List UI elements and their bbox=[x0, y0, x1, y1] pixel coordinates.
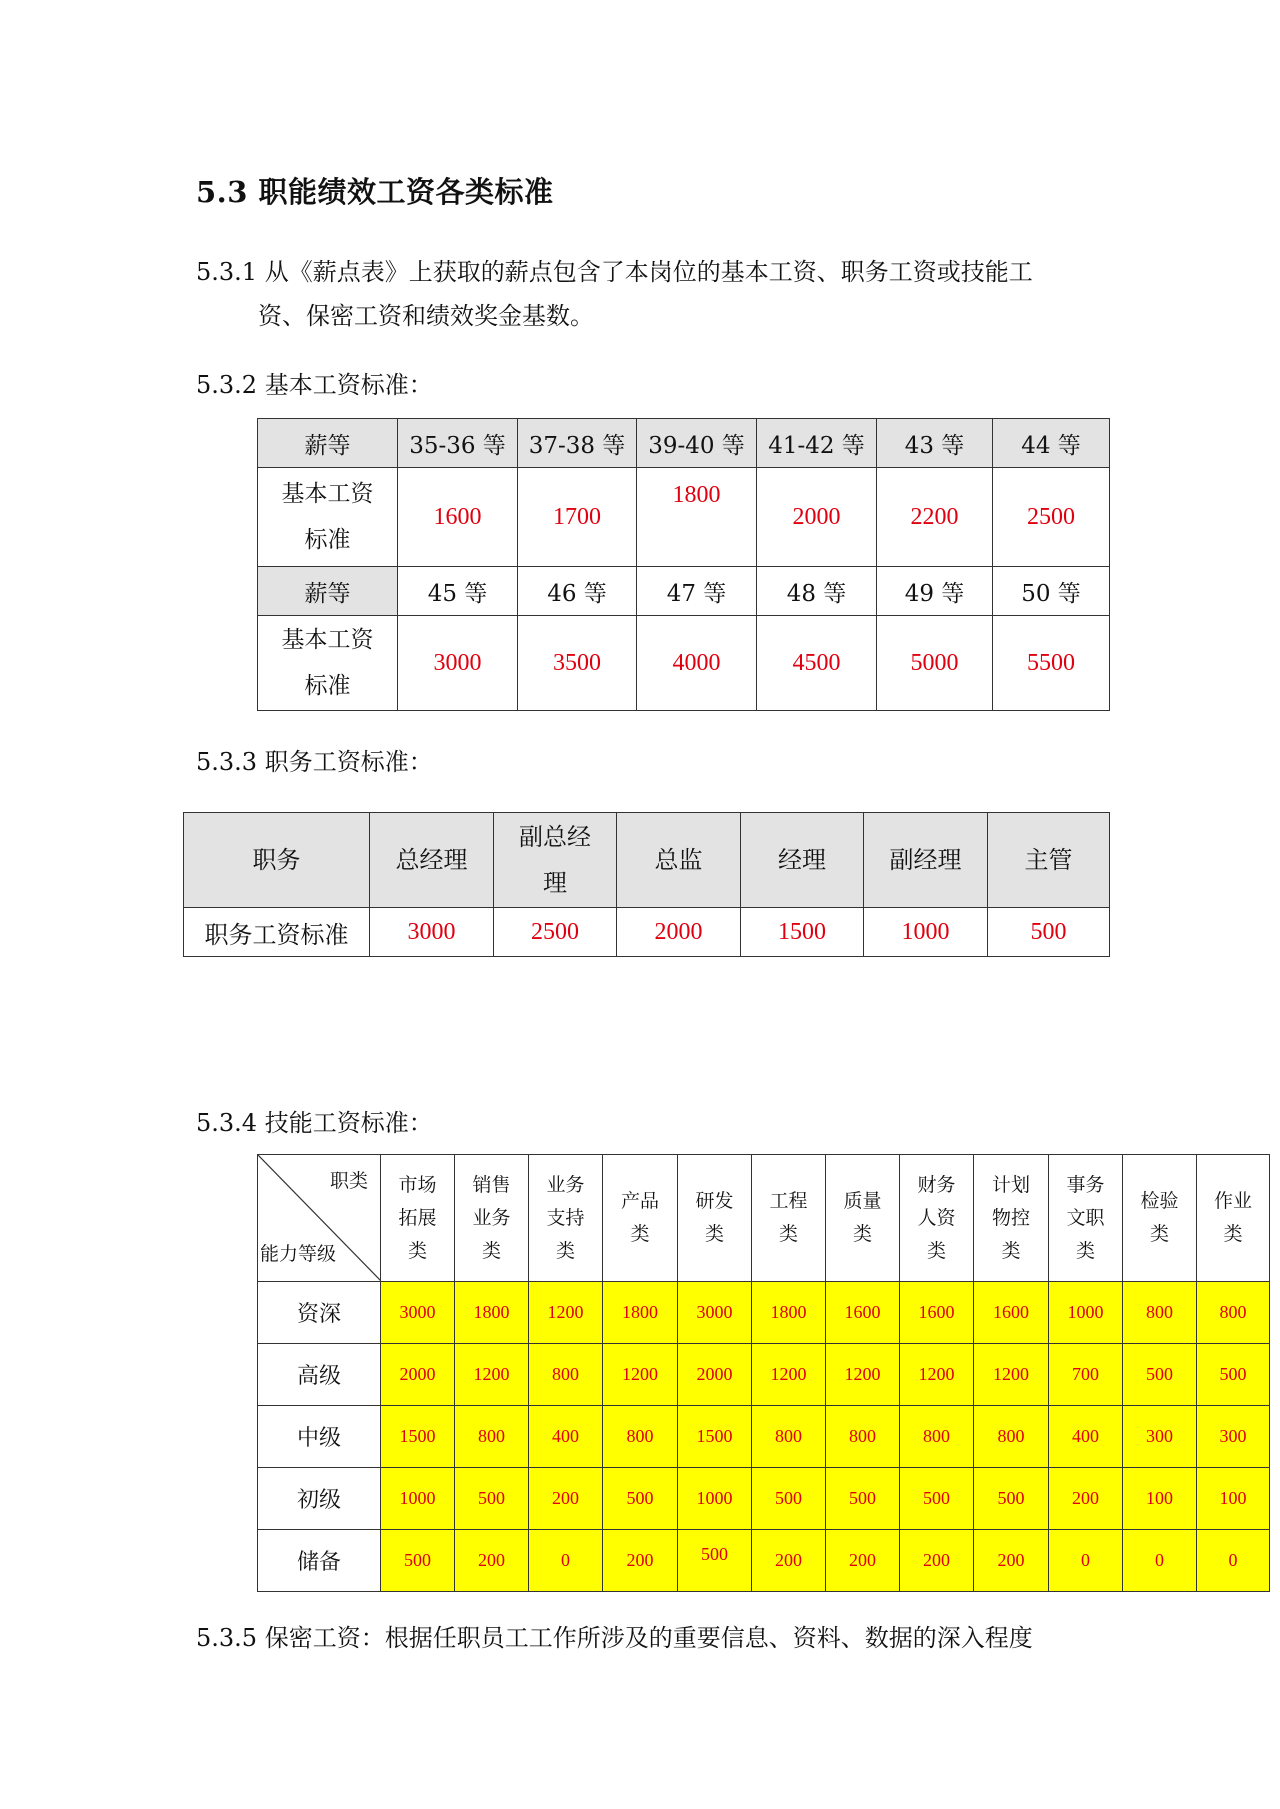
duty-value: 1500 bbox=[741, 908, 864, 957]
duty-header: 经理 bbox=[741, 813, 864, 908]
duty-header-wrap: 理 bbox=[543, 869, 567, 897]
skill-level-row bbox=[258, 1282, 1270, 1344]
skill-salary-text: 1200 bbox=[547, 1302, 584, 1322]
skill-salary-value bbox=[603, 1530, 678, 1592]
job-category-line: 类 bbox=[481, 1239, 501, 1262]
duty-value: 1000 bbox=[864, 908, 988, 957]
skill-salary-text: 1200 bbox=[622, 1364, 658, 1384]
skill-salary-text: 1000 bbox=[696, 1488, 733, 1508]
basic-salary-row-1 bbox=[258, 468, 1110, 567]
skill-salary-value bbox=[529, 1468, 603, 1530]
label-part-b: 标准 bbox=[304, 673, 351, 699]
skill-salary-text: 1200 bbox=[770, 1364, 807, 1384]
skill-salary-value bbox=[1197, 1530, 1270, 1592]
basic-salary-table bbox=[257, 418, 1110, 711]
job-category-line: 事务 bbox=[1066, 1173, 1105, 1196]
skill-salary-text: 500 bbox=[849, 1488, 876, 1508]
skill-salary-value bbox=[529, 1282, 603, 1344]
corner-cell bbox=[258, 1155, 381, 1282]
skill-level-label: 储备 bbox=[258, 1530, 381, 1592]
skill-salary-text: 500 bbox=[997, 1488, 1025, 1508]
grade-cell: 41-42 等 bbox=[757, 419, 877, 468]
salary-value: 1800 bbox=[637, 468, 757, 567]
skill-salary-text: 800 bbox=[997, 1426, 1025, 1446]
skill-salary-value bbox=[455, 1406, 529, 1468]
skill-salary-text: 800 bbox=[923, 1426, 950, 1446]
skill-salary-value bbox=[455, 1282, 529, 1344]
skill-salary-value bbox=[1123, 1344, 1197, 1406]
duty-header: 总经理 bbox=[370, 813, 494, 908]
job-category-line: 作业 bbox=[1213, 1190, 1252, 1212]
job-category-line: 检验 bbox=[1140, 1190, 1179, 1212]
job-category-line: 类 bbox=[1075, 1239, 1095, 1262]
skill-salary-value bbox=[752, 1344, 826, 1406]
skill-salary-text: 1200 bbox=[918, 1364, 955, 1384]
salary-value: 3500 bbox=[518, 616, 637, 711]
grade-label: 薪等 bbox=[258, 419, 398, 468]
salary-value: 1600 bbox=[398, 468, 518, 567]
basic-salary-label bbox=[258, 468, 398, 567]
skill-salary-value bbox=[381, 1406, 455, 1468]
duty-header: 副经理 bbox=[864, 813, 988, 908]
job-category-line: 物控 bbox=[991, 1206, 1030, 1229]
subsection-5-3-3: 5.3.3 职务工资标准： bbox=[196, 748, 433, 776]
job-category-line: 类 bbox=[778, 1223, 798, 1245]
duty-header bbox=[494, 813, 617, 908]
skill-salary-value bbox=[974, 1468, 1049, 1530]
skill-salary-value bbox=[1123, 1468, 1197, 1530]
skill-salary-value bbox=[826, 1344, 900, 1406]
grade-cell: 45 等 bbox=[398, 567, 518, 616]
skill-salary-text: 300 bbox=[1219, 1426, 1247, 1446]
skill-salary-value bbox=[900, 1282, 974, 1344]
skill-salary-text: 2000 bbox=[399, 1364, 436, 1384]
job-category-line: 类 bbox=[555, 1239, 575, 1262]
skill-salary-text: 200 bbox=[775, 1550, 802, 1570]
skill-salary-text: 500 bbox=[404, 1550, 431, 1570]
grade-label: 薪等 bbox=[258, 567, 398, 616]
label-part-a: 基本工资 bbox=[281, 627, 374, 653]
skill-salary-text: 400 bbox=[552, 1426, 579, 1446]
grade-cell: 39-40 等 bbox=[637, 419, 757, 468]
skill-salary-text: 200 bbox=[552, 1488, 579, 1508]
skill-salary-value bbox=[974, 1282, 1049, 1344]
duty-header: 总监 bbox=[617, 813, 741, 908]
grade-row-2 bbox=[258, 567, 1110, 616]
job-category-line: 质量 bbox=[843, 1190, 882, 1212]
duty-value: 2500 bbox=[494, 908, 617, 957]
skill-salary-value bbox=[1123, 1530, 1197, 1592]
skill-salary-value bbox=[603, 1282, 678, 1344]
skill-salary-text: 500 bbox=[626, 1488, 654, 1508]
skill-salary-value bbox=[752, 1406, 826, 1468]
grade-cell: 43 等 bbox=[877, 419, 993, 468]
job-category-line: 类 bbox=[1149, 1223, 1169, 1245]
job-category-line: 业务 bbox=[472, 1206, 511, 1229]
skill-salary-value bbox=[900, 1406, 974, 1468]
basic-salary-row-2 bbox=[258, 616, 1110, 711]
skill-salary-text: 1800 bbox=[473, 1302, 510, 1322]
skill-salary-text: 1600 bbox=[993, 1302, 1029, 1322]
basic-salary-label bbox=[258, 616, 398, 711]
job-category-header bbox=[381, 1155, 455, 1282]
skill-salary-text: 0 bbox=[1081, 1550, 1090, 1570]
skill-salary-text: 200 bbox=[478, 1550, 505, 1570]
skill-salary-text: 0 bbox=[1228, 1550, 1238, 1570]
subsection-5-3-4: 5.3.4 技能工资标准： bbox=[196, 1109, 433, 1137]
skill-salary-value bbox=[1123, 1406, 1197, 1468]
skill-salary-table bbox=[257, 1154, 1270, 1592]
skill-salary-value bbox=[974, 1406, 1049, 1468]
job-category-line: 市场 bbox=[398, 1173, 437, 1196]
job-category-line: 拓展 bbox=[398, 1206, 437, 1229]
skill-salary-text: 3000 bbox=[399, 1302, 436, 1322]
skill-salary-text: 0 bbox=[1155, 1550, 1164, 1570]
salary-value: 5500 bbox=[993, 616, 1110, 711]
skill-salary-text: 100 bbox=[1146, 1488, 1173, 1508]
duty-value-row bbox=[184, 908, 1110, 957]
skill-salary-value bbox=[381, 1344, 455, 1406]
skill-salary-value bbox=[678, 1530, 752, 1592]
skill-salary-value bbox=[678, 1282, 752, 1344]
skill-level-row bbox=[258, 1530, 1270, 1592]
skill-salary-value bbox=[826, 1406, 900, 1468]
duty-header: 主管 bbox=[988, 813, 1110, 908]
skill-salary-text: 500 bbox=[478, 1488, 505, 1508]
skill-salary-text: 1500 bbox=[696, 1426, 733, 1446]
section-heading: 5.3 职能绩效工资各类标准 bbox=[196, 175, 554, 209]
label-part-a: 基本工资 bbox=[281, 481, 374, 507]
job-category-line: 类 bbox=[704, 1223, 724, 1245]
skill-salary-value bbox=[603, 1468, 678, 1530]
skill-salary-value bbox=[1197, 1468, 1270, 1530]
skill-salary-value bbox=[1049, 1282, 1123, 1344]
subsection-5-3-5: 5.3.5 保密工资：根据任职员工工作所涉及的重要信息、资料、数据的深入程度 bbox=[196, 1624, 1033, 1652]
paragraph-line-2: 资、保密工资和绩效奖金基数。 bbox=[258, 302, 594, 330]
job-category-line: 工程 bbox=[769, 1190, 808, 1212]
salary-value: 2000 bbox=[757, 468, 877, 567]
grade-cell: 37-38 等 bbox=[518, 419, 637, 468]
skill-salary-text: 1200 bbox=[993, 1364, 1029, 1384]
skill-salary-text: 200 bbox=[626, 1550, 654, 1570]
skill-level-row bbox=[258, 1406, 1270, 1468]
skill-salary-text: 800 bbox=[478, 1426, 505, 1446]
label-part-b: 标准 bbox=[304, 527, 351, 553]
job-category-header bbox=[826, 1155, 900, 1282]
skill-salary-text: 500 bbox=[1219, 1364, 1247, 1384]
job-category-header bbox=[455, 1155, 529, 1282]
job-category-header bbox=[1197, 1155, 1270, 1282]
paragraph-line-1: 5.3.1 从《薪点表》上获取的薪点包含了本岗位的基本工资、职务工资或技能工 bbox=[196, 258, 1033, 286]
subsection-5-3-2: 5.3.2 基本工资标准： bbox=[196, 371, 433, 399]
job-category-line: 研发 bbox=[695, 1190, 734, 1212]
duty-header-label: 职务 bbox=[184, 813, 370, 908]
skill-salary-text: 400 bbox=[1072, 1426, 1099, 1446]
skill-salary-value bbox=[1049, 1344, 1123, 1406]
grade-cell: 50 等 bbox=[993, 567, 1110, 616]
duty-value: 2000 bbox=[617, 908, 741, 957]
duty-header-row bbox=[184, 813, 1110, 908]
skill-salary-text: 1600 bbox=[844, 1302, 881, 1322]
job-category-header bbox=[529, 1155, 603, 1282]
job-category-header bbox=[1049, 1155, 1123, 1282]
salary-value: 2500 bbox=[993, 468, 1110, 567]
skill-salary-value bbox=[752, 1468, 826, 1530]
job-category-header bbox=[603, 1155, 678, 1282]
skill-salary-text: 800 bbox=[849, 1426, 876, 1446]
job-category-line: 文职 bbox=[1066, 1206, 1105, 1229]
skill-salary-text: 1800 bbox=[622, 1302, 658, 1322]
job-category-line: 类 bbox=[926, 1239, 946, 1262]
corner-bottom-label: 能力等级 bbox=[260, 1243, 337, 1265]
skill-salary-text: 800 bbox=[626, 1426, 654, 1446]
skill-salary-text: 500 bbox=[1146, 1364, 1173, 1384]
skill-level-label: 初级 bbox=[258, 1468, 381, 1530]
skill-salary-value bbox=[1197, 1406, 1270, 1468]
skill-salary-text: 1800 bbox=[770, 1302, 807, 1322]
salary-value: 1700 bbox=[518, 468, 637, 567]
skill-salary-text: 700 bbox=[1072, 1364, 1099, 1384]
skill-salary-value bbox=[900, 1344, 974, 1406]
skill-header-row bbox=[258, 1155, 1270, 1282]
duty-value: 3000 bbox=[370, 908, 494, 957]
skill-salary-value bbox=[678, 1406, 752, 1468]
skill-salary-value bbox=[900, 1468, 974, 1530]
job-category-line: 类 bbox=[407, 1239, 427, 1262]
job-category-line: 类 bbox=[852, 1223, 872, 1245]
skill-level-label: 中级 bbox=[258, 1406, 381, 1468]
job-category-line: 人资 bbox=[917, 1206, 956, 1229]
duty-value-label: 职务工资标准 bbox=[184, 908, 370, 957]
grade-cell: 44 等 bbox=[993, 419, 1110, 468]
skill-salary-value bbox=[678, 1344, 752, 1406]
grade-row-1 bbox=[258, 419, 1110, 468]
skill-salary-text: 1000 bbox=[1067, 1302, 1104, 1322]
job-category-header bbox=[900, 1155, 974, 1282]
corner-top-label: 职类 bbox=[329, 1170, 368, 1192]
skill-salary-text: 200 bbox=[1072, 1488, 1099, 1508]
paragraph-5-3-1 bbox=[196, 250, 1116, 338]
skill-salary-value bbox=[381, 1468, 455, 1530]
skill-salary-value bbox=[603, 1406, 678, 1468]
job-category-header bbox=[678, 1155, 752, 1282]
skill-salary-text: 800 bbox=[552, 1364, 579, 1384]
salary-value: 2200 bbox=[877, 468, 993, 567]
skill-salary-value bbox=[826, 1530, 900, 1592]
skill-salary-text: 200 bbox=[923, 1550, 950, 1570]
skill-salary-text: 100 bbox=[1219, 1488, 1247, 1508]
salary-value: 3000 bbox=[398, 616, 518, 711]
duty-value: 500 bbox=[988, 908, 1110, 957]
job-category-line: 计划 bbox=[991, 1173, 1030, 1196]
skill-level-label: 资深 bbox=[258, 1282, 381, 1344]
salary-value: 4000 bbox=[637, 616, 757, 711]
skill-salary-value bbox=[529, 1530, 603, 1592]
job-category-line: 类 bbox=[1223, 1223, 1243, 1245]
skill-salary-text: 1500 bbox=[399, 1426, 436, 1446]
skill-salary-text: 500 bbox=[775, 1488, 802, 1508]
skill-salary-text: 800 bbox=[775, 1426, 802, 1446]
job-category-header bbox=[974, 1155, 1049, 1282]
skill-salary-text: 1600 bbox=[918, 1302, 955, 1322]
skill-salary-value bbox=[529, 1406, 603, 1468]
skill-salary-value bbox=[752, 1530, 826, 1592]
skill-salary-value bbox=[1197, 1282, 1270, 1344]
skill-salary-text: 800 bbox=[1146, 1302, 1173, 1322]
job-category-line: 销售 bbox=[472, 1173, 511, 1196]
skill-salary-value bbox=[826, 1468, 900, 1530]
skill-salary-text: 0 bbox=[561, 1550, 570, 1570]
skill-salary-value bbox=[1123, 1282, 1197, 1344]
skill-salary-value bbox=[529, 1344, 603, 1406]
skill-salary-value bbox=[381, 1530, 455, 1592]
skill-salary-value bbox=[455, 1344, 529, 1406]
grade-cell: 46 等 bbox=[518, 567, 637, 616]
duty-header-part: 副总经 bbox=[519, 823, 591, 851]
grade-cell: 35-36 等 bbox=[398, 419, 518, 468]
skill-salary-value bbox=[1049, 1468, 1123, 1530]
skill-salary-value bbox=[603, 1344, 678, 1406]
grade-cell: 47 等 bbox=[637, 567, 757, 616]
skill-salary-value bbox=[826, 1282, 900, 1344]
skill-level-row bbox=[258, 1468, 1270, 1530]
skill-level-label: 高级 bbox=[258, 1344, 381, 1406]
skill-salary-text: 200 bbox=[849, 1550, 876, 1570]
job-category-line: 业务 bbox=[546, 1173, 585, 1196]
skill-salary-text: 500 bbox=[701, 1544, 728, 1564]
job-category-header bbox=[1123, 1155, 1197, 1282]
skill-salary-value bbox=[1049, 1406, 1123, 1468]
skill-salary-text: 1200 bbox=[473, 1364, 510, 1384]
skill-salary-text: 1200 bbox=[844, 1364, 881, 1384]
skill-salary-text: 800 bbox=[1219, 1302, 1247, 1322]
skill-salary-value bbox=[678, 1468, 752, 1530]
skill-salary-value bbox=[1197, 1344, 1270, 1406]
skill-salary-text: 200 bbox=[997, 1550, 1025, 1570]
job-category-header bbox=[752, 1155, 826, 1282]
skill-salary-value bbox=[1049, 1530, 1123, 1592]
skill-salary-value bbox=[974, 1344, 1049, 1406]
skill-salary-text: 2000 bbox=[696, 1364, 733, 1384]
duty-salary-table bbox=[183, 812, 1110, 957]
skill-salary-value bbox=[900, 1530, 974, 1592]
skill-salary-value bbox=[455, 1530, 529, 1592]
skill-salary-value bbox=[752, 1282, 826, 1344]
skill-salary-text: 300 bbox=[1146, 1426, 1173, 1446]
skill-salary-text: 3000 bbox=[696, 1302, 733, 1322]
skill-salary-value bbox=[974, 1530, 1049, 1592]
salary-value: 4500 bbox=[757, 616, 877, 711]
salary-value: 5000 bbox=[877, 616, 993, 711]
job-category-line: 支持 bbox=[546, 1206, 585, 1229]
grade-cell: 48 等 bbox=[757, 567, 877, 616]
skill-salary-value bbox=[455, 1468, 529, 1530]
skill-salary-text: 500 bbox=[923, 1488, 950, 1508]
grade-cell: 49 等 bbox=[877, 567, 993, 616]
skill-salary-text: 1000 bbox=[399, 1488, 436, 1508]
skill-salary-value bbox=[381, 1282, 455, 1344]
job-category-line: 财务 bbox=[917, 1173, 956, 1196]
job-category-line: 产品 bbox=[620, 1190, 659, 1212]
skill-level-row bbox=[258, 1344, 1270, 1406]
job-category-line: 类 bbox=[630, 1223, 650, 1245]
job-category-line: 类 bbox=[1001, 1239, 1021, 1262]
